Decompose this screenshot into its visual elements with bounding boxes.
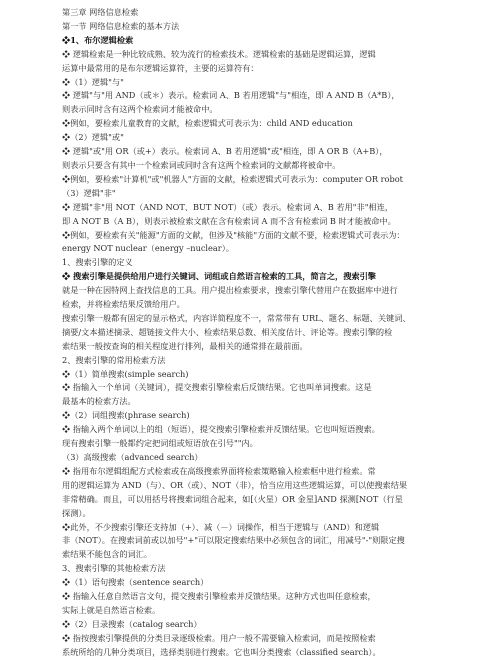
paragraph-line: 则表示同时含有这两个检索词才能被命中。: [62, 104, 218, 115]
paragraph-line: ❖此外，不少搜索引擎还支持加（+）、减（－）词操作，相当于逻辑与（AND）和逻辑: [62, 521, 380, 532]
paragraph-line: 用的逻辑运算为 AND（与）、OR（或）、NOT（非），恰当应用这些逻辑运算，可以使搜索结果: [62, 479, 408, 490]
subheading-simple-search: ❖（1）简单搜索(simple search): [62, 368, 189, 379]
subheading-sentence-search: ❖（1）语句搜索（sentence search）: [62, 577, 209, 588]
paragraph-line: ❖ 指按搜索引擎提供的分类目录逐级检索。用户一般不需要输入检索词，而是按照检索: [62, 632, 376, 643]
paragraph-line: ❖ 逻辑"或"用 OR（或+）表示。检索词 A、B 若用逻辑"或"相连，即 A OR B（A+B），: [62, 146, 388, 157]
heading-other-methods: 3、搜索引擎的其他检索方法: [62, 563, 166, 574]
paragraph-line: 非常精确。而且，可以用括号将搜索词组合起来，如[（火星）OR 金星]AND 探测[NOT（行星: [62, 493, 403, 504]
paragraph-line: 则表示只要含有其中一个检索词或同时含有这两个检索词的文献都将被命中。: [62, 159, 341, 170]
definition-line: ❖ 搜索引擎是提供给用户进行关键词、词组或自然语言检索的工具，简言之，搜索引擎: [62, 271, 376, 282]
paragraph-line: energy NOT nuclear（energy –nuclear）。: [62, 243, 234, 254]
paragraph-line: 运算中最常用的是布尔逻辑运算符，主要的运算符有：: [62, 62, 259, 73]
chapter-title: 第三章 网络信息检索: [62, 7, 139, 17]
paragraph-line: 即 A NOT B（A B），则表示被检索文献在含有检索词 A 而不含有检索词 B 时才能被命中。: [62, 215, 396, 226]
subheading-advanced-search: （3）高级搜索（advanced search）: [62, 452, 203, 462]
paragraph-line: ❖ 逻辑检索是一种比较成熟、较为流行的检索技术。逻辑检索的基础是逻辑运算，逻辑: [62, 48, 376, 59]
heading-boolean-search: ❖1、布尔逻辑检索: [62, 34, 134, 45]
paragraph-line: 索结果不能包含的词汇。: [62, 549, 153, 560]
paragraph-line: ❖ 指用布尔逻辑组配方式检索或在高级搜索界面将检索策略输入检索框中进行检索。常: [62, 465, 376, 476]
definition-line: 就是一种在因特网上查找信息的工具。用户提出检索要求，搜索引擎代替用户在数据库中进行: [62, 285, 398, 296]
paragraph-line: ❖ 指输入任意自然语言文句，提交搜索引擎检索并反馈结果。这种方式也叫任意检索，: [62, 591, 376, 602]
subheading-phrase-search: ❖（2）词组搜索(phrase search): [62, 410, 190, 421]
example-line: ❖例如，要检索有关"能源"方面的文献，但涉及"核能"方面的文献不要，检索逻辑式可表示为：: [62, 229, 405, 240]
paragraph-line: 实际上就是自然语言检索。: [62, 604, 161, 615]
example-line: ❖例如，要检索"计算机"或"机器人"方面的文献，检索逻辑式可表示为：computer OR robot: [62, 173, 403, 184]
subheading-catalog-search: ❖（2）目录搜索（catalog search）: [62, 618, 202, 629]
paragraph-line: 探测）。: [62, 507, 91, 518]
heading-search-engine-definition: 1、搜索引擎的定义: [62, 257, 133, 268]
section-title: 第一节 网络信息检索的基本方法: [62, 20, 180, 31]
subheading-and: ❖（1）逻辑"与": [62, 76, 124, 87]
paragraph-line: ❖ 逻辑"与"用 AND（或＊）表示。检索词 A、B 若用逻辑"与"相连，即 A AND B（A*B），: [62, 90, 400, 101]
subheading-or: ❖（2）逻辑"或": [62, 132, 124, 143]
subheading-not: （3）逻辑"非": [62, 187, 116, 198]
example-line: ❖例如，要检索儿童教育的文献，检索逻辑式可表示为：child AND education: [62, 118, 353, 129]
paragraph-line: ❖ 逻辑"非"用 NOT（AND NOT、BUT NOT）（或）表示。检索词 A、B 若用"非"相连，: [62, 201, 394, 212]
paragraph-line: 索结果一般按查询的相关程度进行排列，最相关的通常排在最前面。: [62, 340, 308, 351]
paragraph-line: 最基本的检索方法。: [62, 396, 136, 407]
paragraph-line: 非（NOT）。在搜索词前或以加号"+"可以限定搜索结果中必须包含的词汇，用减号"-"则限定搜: [62, 535, 405, 546]
paragraph-line: ❖ 指输入一个单词（关键词），提交搜索引擎检索后反馈结果。它也叫单词搜索。这是: [62, 382, 372, 393]
paragraph-line: ❖ 指输入两个单词以上的组（短语），提交搜索引擎检索并反馈结果。它也叫短语搜索。: [62, 424, 380, 435]
paragraph-line: 系统所给的几种分类项目，选择类别进行搜索。它也叫分类搜索（classified search）。: [62, 646, 381, 657]
paragraph-line: 检索，并将检索结果反馈给用户。: [62, 299, 185, 310]
paragraph-line: 现有搜索引擎一般都约定把词组或短语放在引号""内。: [62, 438, 258, 449]
paragraph-line: 搜索引擎一般都有固定的显示格式，内容详简程度不一，常常带有 URL、题名、标题、关键词、: [62, 312, 411, 323]
heading-common-methods: 2、搜索引擎的常用检索方法: [62, 354, 166, 365]
paragraph-line: 摘要/文本描述摘录、超链接文件大小、检索结果总数、相关度估计、评论等。搜索引擎的检: [62, 326, 393, 337]
